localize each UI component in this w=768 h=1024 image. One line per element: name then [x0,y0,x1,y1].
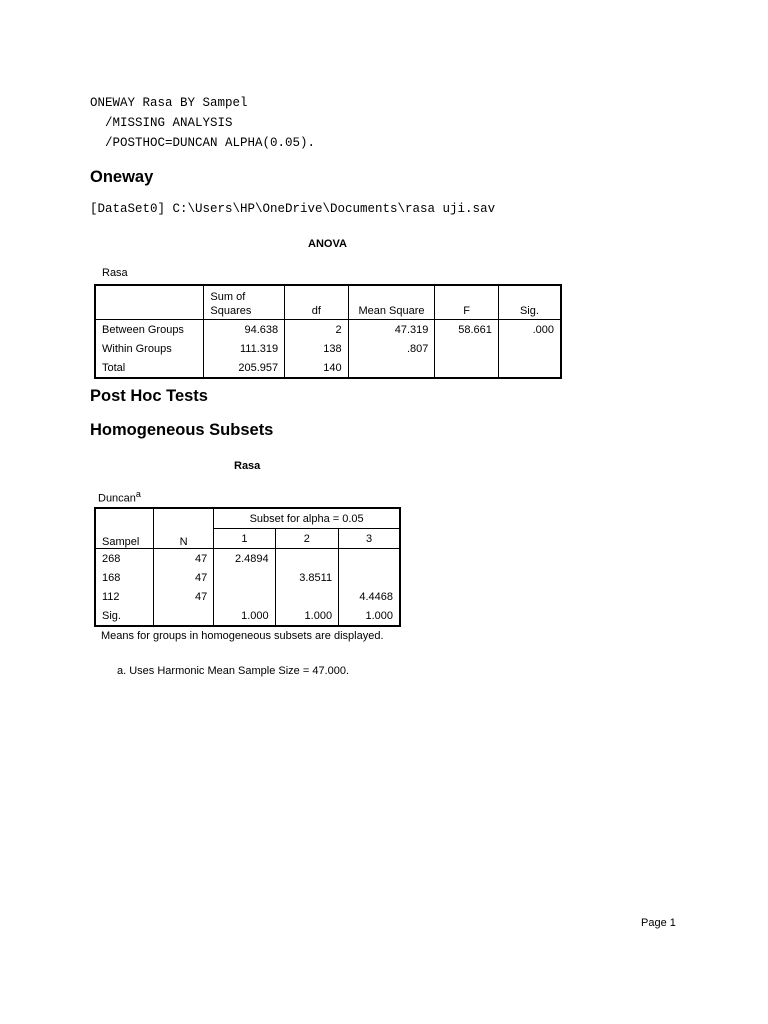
duncan-title: Rasa [234,460,261,472]
cell-s3: 4.4468 [339,587,400,606]
duncan-table [94,507,401,627]
cell-df: 140 [285,358,349,378]
cell-sig [498,339,561,358]
header-f: F [435,285,499,320]
cell-s3 [339,568,400,587]
header-subset-1: 1 [214,529,275,549]
cell-s1 [214,568,275,587]
homogeneous-heading: Homogeneous Subsets [90,421,274,439]
cell-ss: 111.319 [239,342,279,355]
cell-s2: 1.000 [275,606,338,626]
table-row [95,606,400,626]
cell-ms [348,358,435,378]
cell-f: 58.661 [435,320,499,340]
header-mean-square: Mean Square [348,285,435,320]
cell-sampel: 112 [95,587,153,606]
cell-df: 2 [285,320,349,340]
duncan-header-row-1 [95,508,400,529]
anova-header-row [95,285,561,320]
cell-n: 47 [195,552,208,565]
row-label: Total [95,358,204,378]
cell-s2 [275,549,338,569]
page-number: Page 1 [641,917,676,929]
footnote-means: Means for groups in homogeneous subsets are displayed. [101,630,384,642]
cell-ss: 94.638 [244,323,279,336]
anova-variable-label: Rasa [102,267,128,279]
cell-sig [498,358,561,378]
footnote-marker: a [135,489,141,499]
cell-f [435,339,499,358]
row-label: Between Groups [95,320,204,340]
cell-s1 [214,587,275,606]
cell-ss: 205.957 [238,361,279,374]
syntax-line-3: /POSTHOC=DUNCAN ALPHA(0.05). [90,136,316,150]
header-df: df [285,285,349,320]
anova-title: ANOVA [308,238,347,250]
header-subset-2: 2 [275,529,338,549]
cell-s2: 3.8511 [275,568,338,587]
cell-n [153,606,213,626]
dataset-path: [DataSet0] C:\Users\HP\OneDrive\Documents\rasa uji.sav [90,202,496,216]
anova-table [94,284,562,379]
cell-df: 138 [285,339,349,358]
table-row [95,549,400,569]
header-subset: Subset for alpha = 0.05 [214,508,400,529]
cell-s1: 2.4894 [214,549,275,569]
table-row [95,339,561,358]
row-label: Within Groups [95,339,204,358]
oneway-heading: Oneway [90,168,154,186]
syntax-line-1: ONEWAY Rasa BY Sampel [90,96,248,110]
cell-s3 [339,549,400,569]
post-hoc-heading: Post Hoc Tests [90,387,208,405]
header-n: N [153,508,213,549]
cell-sig: .000 [498,320,561,340]
header-sampel: Sampel [95,508,153,549]
cell-s1: 1.000 [214,606,275,626]
cell-f [435,358,499,378]
header-sig: Sig. [498,285,561,320]
footnote-a: a. Uses Harmonic Mean Sample Size = 47.000. [117,665,350,677]
cell-s3: 1.000 [339,606,400,626]
table-row [95,320,561,340]
cell-n: 47 [195,590,208,603]
header-sum-of-squares: Sum of Squares [204,285,285,320]
header-subset-3: 3 [339,529,400,549]
cell-ms: 47.319 [348,320,435,340]
table-row [95,568,400,587]
table-row [95,358,561,378]
table-row [95,587,400,606]
syntax-line-2: /MISSING ANALYSIS [90,116,233,130]
cell-ms: .807 [348,339,435,358]
cell-s2 [275,587,338,606]
cell-sampel: 268 [95,549,153,569]
duncan-method-label: Duncan$^a$ [98,489,141,505]
cell-sampel: Sig. [95,606,153,626]
cell-n: 47 [195,571,208,584]
cell-sampel: 168 [95,568,153,587]
